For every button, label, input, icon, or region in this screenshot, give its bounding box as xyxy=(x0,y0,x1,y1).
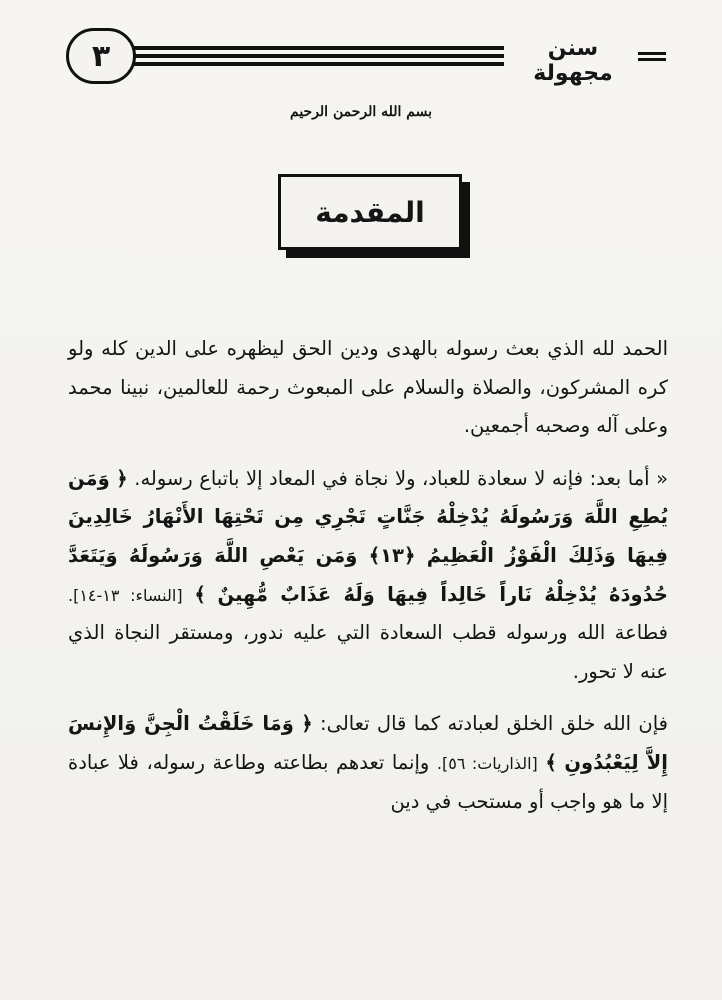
section-title: المقدمة xyxy=(278,174,462,250)
paragraph-2-intro: « أما بعد: فإنه لا سعادة للعباد، ولا نجاة في المعاد إلا باتباع رسوله. xyxy=(134,466,669,490)
paragraph-3-intro: فإن الله خلق الخلق لعبادته كما قال تعالى: xyxy=(320,712,668,736)
ayah-reference-dhariyat: [الذاريات: ٥٦]. xyxy=(436,754,538,774)
body-text xyxy=(68,330,668,835)
ayah-reference-nisa: [النساء: ١٣-١٤]. xyxy=(68,585,183,605)
paragraph-1 xyxy=(68,330,668,446)
ayah-close-ornament: ﴾ xyxy=(194,582,206,606)
ayah-dhariyat: وَمَا خَلَقْتُ الْجِنَّ وَالإِنسَ إِلاَّ لِيَعْبُدُونِ xyxy=(68,712,668,775)
ayah-open-ornament-2: ﴿ xyxy=(301,712,313,736)
section-title-frame xyxy=(278,174,462,250)
page-number: ٣ xyxy=(91,38,111,74)
paragraph-3 xyxy=(68,705,668,821)
book-title: سنن مجهولة xyxy=(533,36,613,86)
paragraph-1-text: الحمد لله الذي بعث رسوله بالهدى ودين الحق ليظهره على الدين كله ولو كره المشركون، والصلاة والسلام على المبعوث رحمة للعالمين، نبينا محمد وعلى آله وصحبه أجمعين. xyxy=(68,337,668,438)
paragraph-2 xyxy=(68,460,668,692)
ayah-close-ornament-2: ﴾ xyxy=(545,751,557,775)
header-dash xyxy=(638,52,666,62)
page-header xyxy=(66,28,666,88)
header-rule xyxy=(134,46,504,68)
basmala: بسم الله الرحمن الرحيم xyxy=(290,104,432,120)
page-number-badge xyxy=(66,28,136,84)
ayah-nisa: وَمَن يُطِعِ اللَّهَ وَرَسُولَهُ يُدْخِلْهُ جَنَّاتٍ تَجْرِي مِن تَحْتِهَا الأَنْهَارُ خَالِدِينَ فِيهَا وَذَلِكَ الْفَوْزُ الْعَظِيمُ ﴿١٣﴾ وَمَن يَعْصِ اللَّهَ وَرَسُولَهُ وَيَتَعَدَّ حُدُودَهُ يُدْخِلْهُ نَاراً خَالِداً فِيهَا وَلَهُ عَذَابٌ مُّهِينٌ xyxy=(68,466,668,606)
paragraph-3-rest: وإنما تعدهم بطاعته وطاعة رسوله، فلا عبادة إلا ما هو واجب أو مستحب في دين xyxy=(68,751,668,813)
paragraph-2-rest: فطاعة الله ورسوله قطب السعادة التي عليه ندور، ومستقر النجاة الذي عنه لا تحور. xyxy=(68,621,668,683)
ayah-open-ornament: ﴿ xyxy=(116,466,128,490)
